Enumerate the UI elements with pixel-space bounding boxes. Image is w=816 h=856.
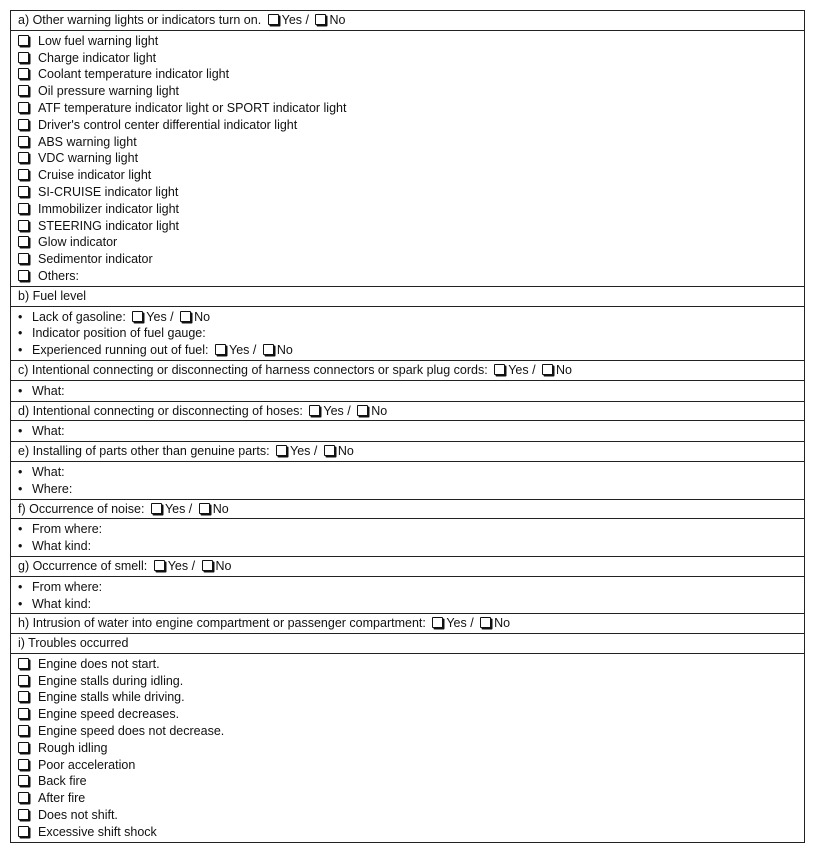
no-label: No [337,444,354,459]
yes-label: Yes / [229,343,257,358]
no-label: No [371,403,388,418]
checkbox[interactable] [18,136,29,147]
no-checkbox[interactable] [202,560,213,571]
section-f-body [11,519,804,557]
list-item [18,773,804,790]
section-d-title: d) Intentional connecting or disconnecting of hoses: [18,403,303,418]
no-checkbox[interactable] [480,617,491,628]
section-a-header [11,11,804,31]
section-a-list [11,31,804,287]
list-item [18,134,804,151]
item-label: Engine stalls while driving. [38,690,185,705]
item-label: Low fuel warning light [38,33,159,48]
list-item: • From where: [18,521,804,538]
checkbox[interactable] [18,85,29,96]
checkbox[interactable] [18,775,29,786]
list-item [18,740,804,757]
item-label: Engine stalls during idling. [38,673,184,688]
item-label: Others: [38,268,79,283]
no-checkbox[interactable] [324,445,335,456]
section-h-header [11,614,804,634]
section-f-title: f) Occurrence of noise: [18,501,145,516]
list-item: • From where: [18,579,804,596]
checkbox[interactable] [18,35,29,46]
checkbox[interactable] [18,725,29,736]
item-label: Poor acceleration [38,757,136,772]
yes-label: Yes / [146,309,174,324]
checkbox[interactable] [18,203,29,214]
item-label: Engine speed does not decrease. [38,724,225,739]
item-label: ABS warning light [38,134,137,149]
list-item: • What kind: [18,538,804,555]
checkbox[interactable] [18,708,29,719]
list-item [18,325,804,342]
checkbox[interactable] [18,52,29,63]
no-label: No [329,13,346,27]
list-item [18,234,804,251]
item-label: Driver's control center differential indicator light [38,117,298,132]
item-label: ATF temperature indicator light or SPORT indicator light [38,100,347,115]
section-i-list [11,654,804,842]
inspection-form [10,10,805,843]
yes-checkbox[interactable] [154,560,165,571]
list-item [18,218,804,235]
section-e-title: e) Installing of parts other than genuine parts: [18,444,270,459]
list-item [18,66,804,83]
checkbox[interactable] [18,675,29,686]
list-item [18,117,804,134]
item-label: VDC warning light [38,151,139,166]
checkbox[interactable] [18,792,29,803]
yes-checkbox[interactable] [151,503,162,514]
checkbox[interactable] [18,759,29,770]
item-label: Engine speed decreases. [38,707,180,722]
section-g-title: g) Occurrence of smell: [18,558,148,573]
no-label: No [215,558,232,573]
section-g-header [11,557,804,577]
no-checkbox[interactable] [542,364,553,375]
item-label: Engine does not start. [38,656,160,671]
item-label: Excessive shift shock [38,824,157,839]
list-item [18,251,804,268]
checkbox[interactable] [18,236,29,247]
item-label: Back fire [38,774,87,789]
section-b-header [11,287,804,307]
item-label: Immobilizer indicator light [38,201,180,216]
section-a-title: a) Other warning lights or indicators turn on. [18,13,262,27]
checkbox[interactable] [18,152,29,163]
list-item [18,790,804,807]
item-label: After fire [38,791,86,806]
yes-checkbox[interactable] [494,364,505,375]
checkbox[interactable] [18,68,29,79]
yes-label: Yes / [164,501,193,516]
no-label: No [194,309,211,324]
list-item: • What: [18,383,804,400]
no-checkbox[interactable] [199,503,210,514]
checkbox[interactable] [18,102,29,113]
item-label: Coolant temperature indicator light [38,67,230,82]
no-label: No [494,616,511,631]
list-item [18,167,804,184]
item-label: SI-CRUISE indicator light [38,184,179,199]
section-b-title: b) Fuel level [18,288,87,303]
checkbox[interactable] [18,169,29,180]
yes-label: Yes / [508,362,536,377]
section-d-body [11,421,804,442]
section-i-header [11,634,804,654]
section-d-header [11,402,804,422]
list-item [18,100,804,117]
yes-label: Yes / [281,13,309,27]
list-item [18,689,804,706]
checkbox[interactable] [18,658,29,669]
section-g-body [11,577,804,615]
yes-label: Yes / [323,403,351,418]
list-item [18,201,804,218]
no-checkbox[interactable] [315,14,326,25]
no-label: No [276,343,293,358]
checkbox[interactable] [18,742,29,753]
checkbox[interactable] [18,691,29,702]
list-item: • Where: [18,481,804,498]
section-c-header [11,361,804,381]
item-label: Charge indicator light [38,50,157,65]
no-label: No [556,362,573,377]
runout-label: Experienced running out of fuel: [32,343,209,358]
no-label: No [212,501,229,516]
item-label: Sedimentor indicator [38,252,153,267]
list-item [18,673,804,690]
section-c-body [11,381,804,402]
item-label: Cruise indicator light [38,168,152,183]
checkbox[interactable] [18,119,29,130]
yes-checkbox[interactable] [276,445,287,456]
item-label: Oil pressure warning light [38,84,180,99]
yes-checkbox[interactable] [132,311,143,322]
item-label: Does not shift. [38,808,118,823]
list-item: • What: [18,464,804,481]
section-f-header [11,500,804,520]
no-checkbox[interactable] [263,344,274,355]
section-e-header [11,442,804,462]
list-item [18,807,804,824]
item-label: Glow indicator [38,235,118,250]
list-item: • What: [18,423,804,440]
list-item [18,83,804,100]
yes-label: Yes / [167,558,196,573]
section-e-body [11,462,804,500]
no-checkbox[interactable] [180,311,191,322]
no-checkbox[interactable] [357,405,368,416]
list-item [18,342,804,359]
list-item [18,184,804,201]
section-b-body [11,307,804,361]
gasoline-label: Lack of gasoline: [32,309,126,324]
checkbox[interactable] [18,186,29,197]
list-item [18,268,804,285]
yes-checkbox[interactable] [215,344,226,355]
list-item [18,33,804,50]
list-item [18,757,804,774]
list-item [18,824,804,841]
list-item [18,706,804,723]
list-item [18,150,804,167]
checkbox[interactable] [18,809,29,820]
checkbox[interactable] [18,270,29,281]
yes-checkbox[interactable] [309,405,320,416]
yes-checkbox[interactable] [268,14,279,25]
list-item: • What kind: [18,596,804,613]
gauge-label: Indicator position of fuel gauge: [32,326,206,341]
checkbox[interactable] [18,826,29,837]
list-item [18,50,804,67]
yes-checkbox[interactable] [432,617,443,628]
yes-label: Yes / [446,616,474,631]
section-h-title: h) Intrusion of water into engine compartment or passenger compartment: [18,616,426,631]
yes-label: Yes / [290,444,318,459]
item-label: STEERING indicator light [38,218,180,233]
list-item [18,656,804,673]
section-i-title: i) Troubles occurred [18,636,129,651]
list-item [18,309,804,326]
checkbox[interactable] [18,253,29,264]
section-c-title: c) Intentional connecting or disconnecting of harness connectors or spark plug cords: [18,362,488,377]
item-label: Rough idling [38,740,108,755]
list-item [18,723,804,740]
checkbox[interactable] [18,220,29,231]
